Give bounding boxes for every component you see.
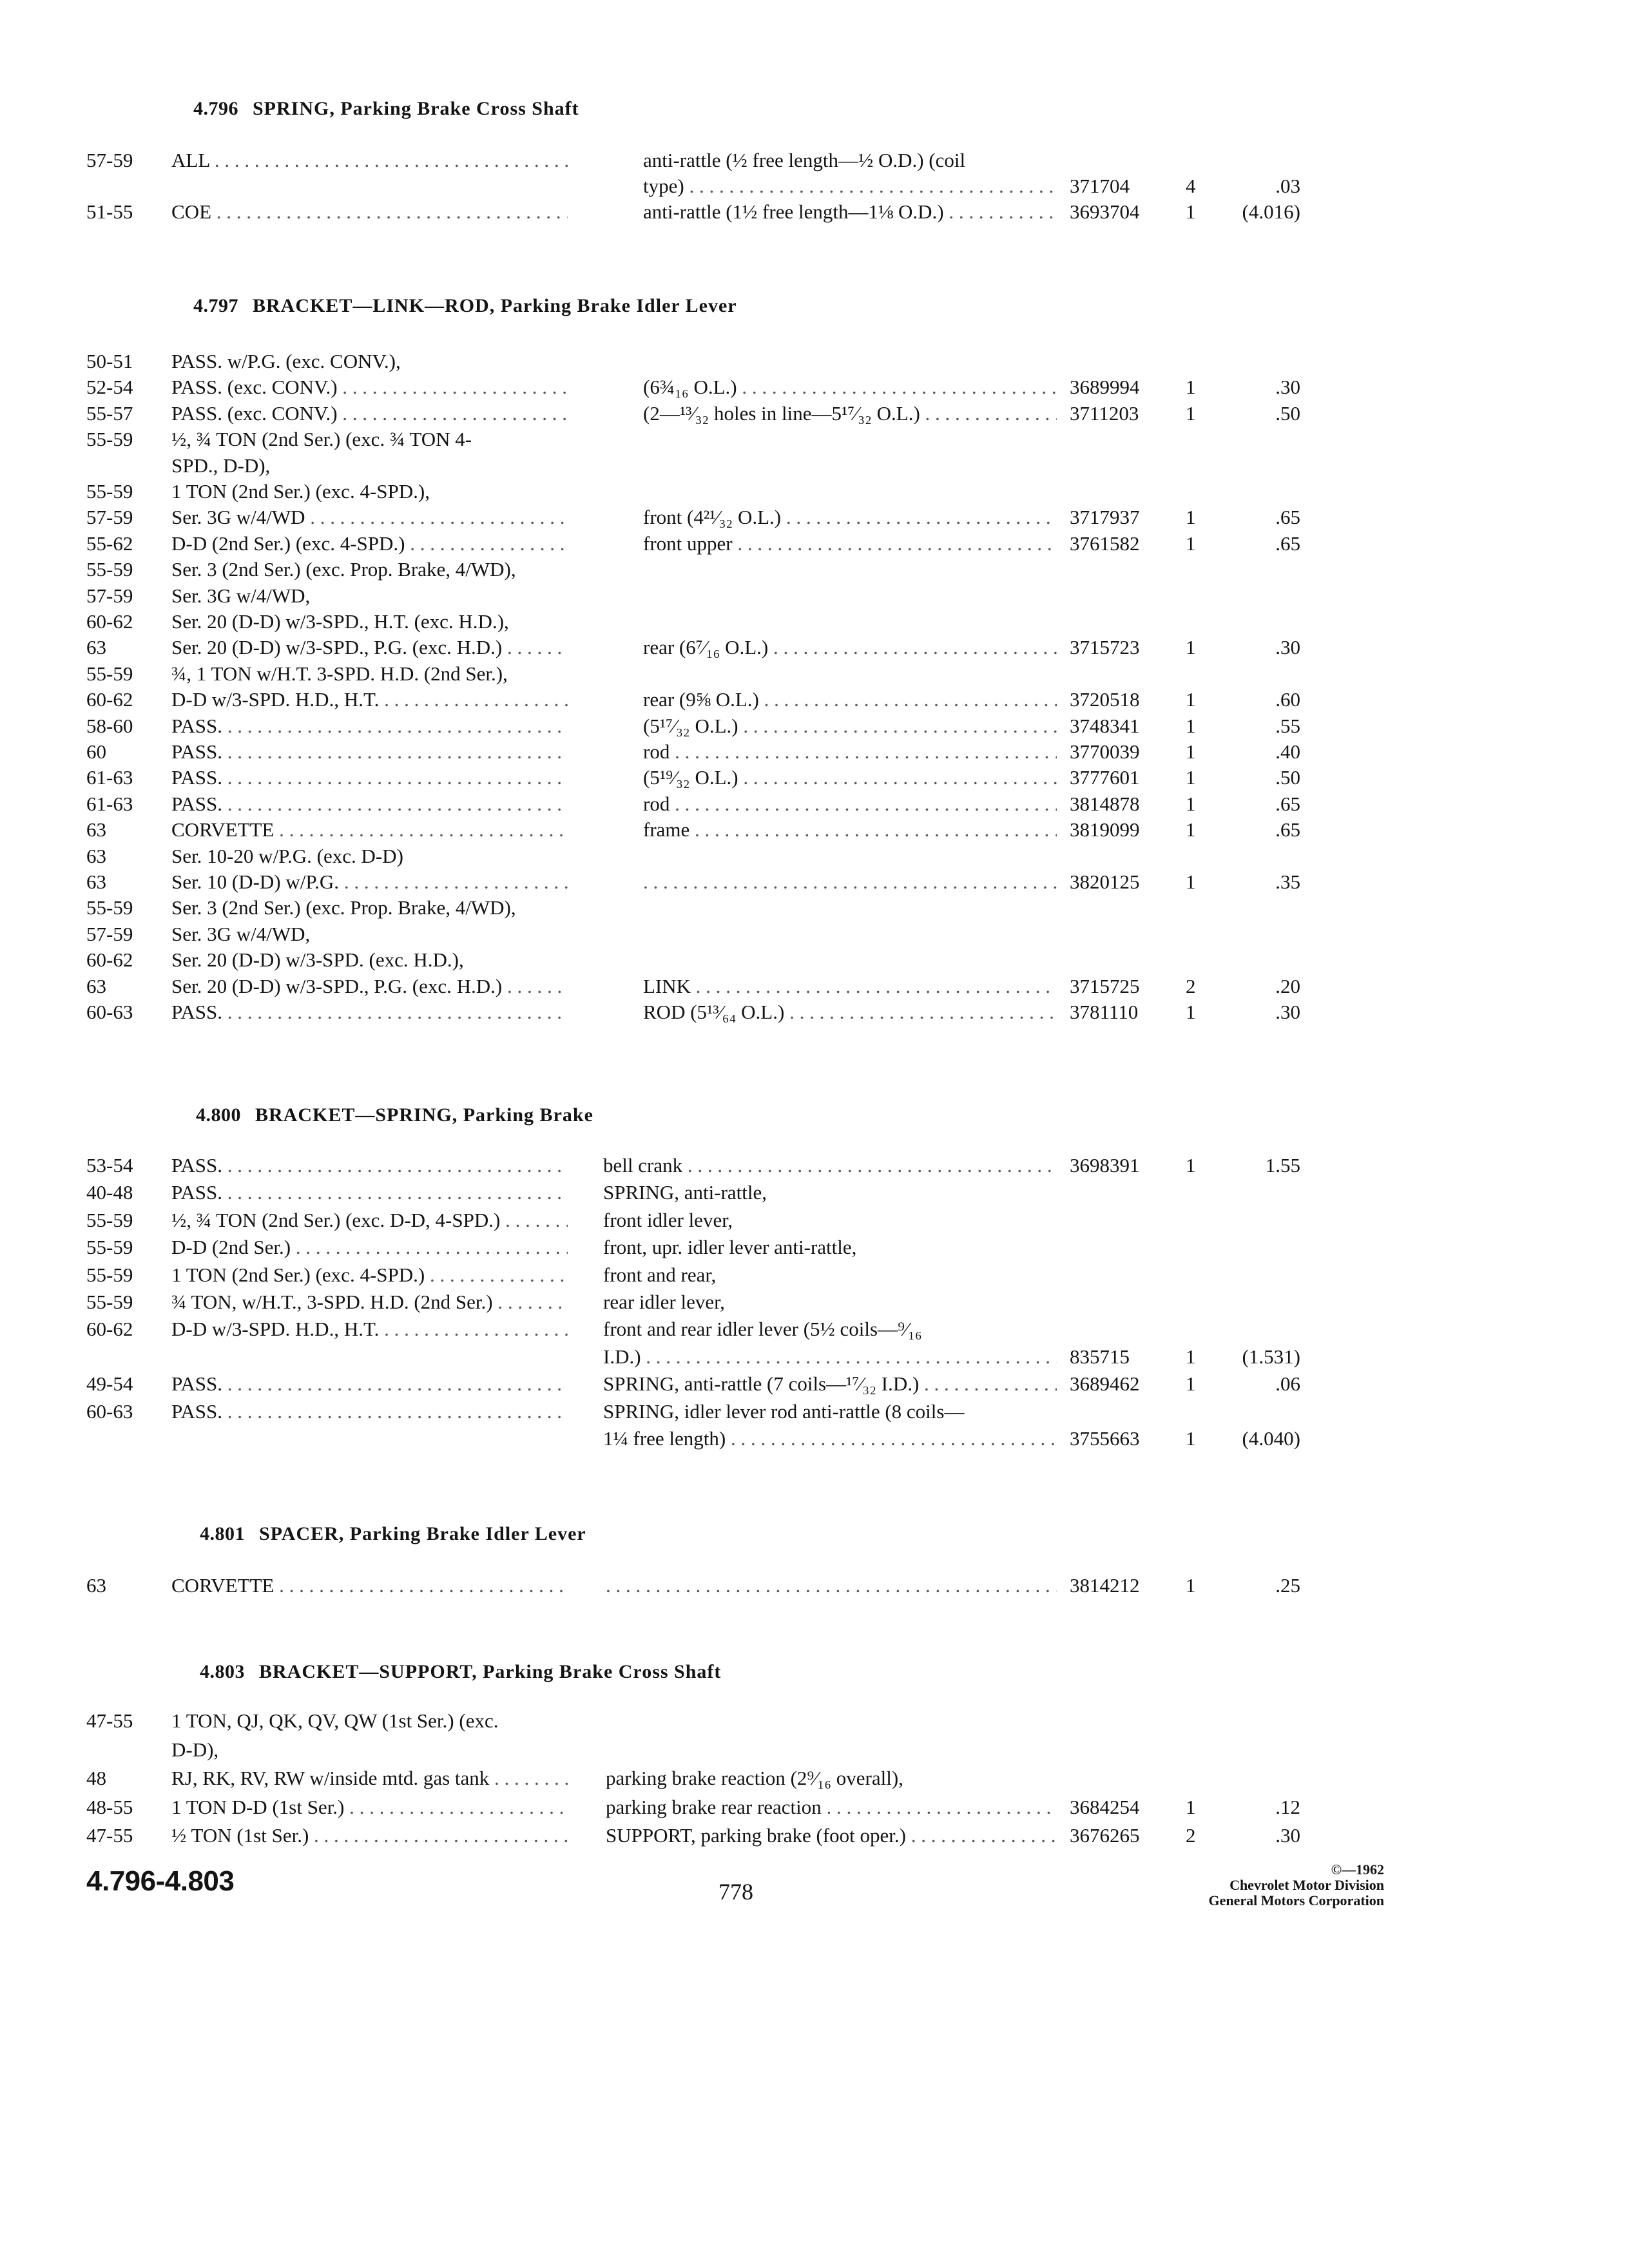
price: .50 bbox=[1275, 401, 1300, 425]
price: .03 bbox=[1275, 175, 1300, 197]
section-code: 4.797 bbox=[193, 295, 238, 316]
table-row bbox=[0, 556, 1629, 583]
section-code: 4.796 bbox=[193, 98, 238, 119]
model-description: PASS. . . . bbox=[171, 791, 568, 818]
part-description: SUPPORT, parking brake (foot oper.) . . . bbox=[606, 1822, 1057, 1849]
model-description: D-D w/3-SPD. H.D., H.T. . . . bbox=[171, 1316, 568, 1343]
year-range: 55-59 bbox=[86, 558, 133, 581]
price: .06 bbox=[1275, 1372, 1300, 1396]
table-row bbox=[0, 1207, 1629, 1234]
table-row bbox=[0, 999, 1629, 1026]
model-description: Ser. 20 (D-D) w/3-SPD., P.G. (exc. H.D.) . . . bbox=[171, 973, 568, 1000]
table-row bbox=[0, 1822, 1629, 1849]
table-row bbox=[0, 1707, 1629, 1735]
year-range: 55-59 bbox=[86, 428, 133, 451]
model-description: 1 TON, QJ, QK, QV, QW (1st Ser.) (exc. bbox=[171, 1709, 499, 1732]
table-row bbox=[0, 400, 1629, 427]
price: .30 bbox=[1275, 1001, 1300, 1023]
table-row bbox=[0, 1398, 1629, 1425]
year-range: 47-55 bbox=[86, 1824, 133, 1847]
price: .25 bbox=[1275, 1574, 1300, 1597]
model-description: PASS. . . . bbox=[171, 738, 568, 765]
part-description: (5¹⁹⁄₃₂ O.L.) . . . bbox=[643, 764, 1057, 791]
quantity: 1 bbox=[1186, 1372, 1196, 1396]
price: .30 bbox=[1275, 636, 1300, 659]
quantity: 1 bbox=[1186, 506, 1196, 529]
table-row bbox=[0, 478, 1629, 505]
table-row bbox=[0, 1736, 1629, 1763]
part-number: 3684254 bbox=[1070, 1795, 1140, 1818]
price: .40 bbox=[1275, 740, 1300, 763]
table-row bbox=[0, 764, 1629, 791]
part-number: 3698391 bbox=[1070, 1154, 1140, 1177]
table-row bbox=[0, 374, 1629, 401]
model-description: ½, ¾ TON (2nd Ser.) (exc. D-D, 4-SPD.) . . . bbox=[171, 1207, 568, 1234]
division-name: Chevrolet Motor Division bbox=[1229, 1877, 1384, 1893]
section-code: 4.803 bbox=[200, 1661, 245, 1682]
part-description: anti-rattle (1½ free length—1⅛ O.D.) . . . bbox=[643, 198, 1057, 226]
section-name: SPRING, Parking Brake Cross Shaft bbox=[253, 98, 579, 119]
year-range: 63 bbox=[86, 636, 106, 659]
table-row bbox=[0, 1343, 1629, 1370]
section-title-4-797 bbox=[193, 295, 737, 317]
model-description: ½ TON (1st Ser.) . . . bbox=[171, 1822, 568, 1849]
table-row bbox=[0, 1572, 1629, 1599]
year-range: 50-51 bbox=[86, 350, 133, 372]
year-range: 48 bbox=[86, 1767, 106, 1789]
year-range: 60-62 bbox=[86, 688, 133, 711]
table-row bbox=[0, 1794, 1629, 1821]
section-title-4-801 bbox=[200, 1523, 586, 1545]
model-description: SPD., D-D), bbox=[171, 454, 271, 477]
section-name: BRACKET—SUPPORT, Parking Brake Cross Shaft bbox=[259, 1661, 722, 1682]
part-description: 1¼ free length) . . . bbox=[603, 1425, 1057, 1452]
model-description: Ser. 20 (D-D) w/3-SPD., P.G. (exc. H.D.) . . . bbox=[171, 634, 568, 661]
year-range: 53-54 bbox=[86, 1154, 133, 1177]
footer-range: 4.796-4.803 bbox=[86, 1865, 235, 1897]
model-description: D-D w/3-SPD. H.D., H.T. . . . bbox=[171, 686, 568, 713]
price: .60 bbox=[1275, 688, 1300, 711]
model-description: PASS. w/P.G. (exc. CONV.), bbox=[171, 350, 401, 372]
part-number: 3711203 bbox=[1070, 401, 1139, 425]
model-description: RJ, RK, RV, RW w/inside mtd. gas tank . . . bbox=[171, 1765, 568, 1792]
model-description: Ser. 10 (D-D) w/P.G. . . . bbox=[171, 869, 568, 896]
section-name: BRACKET—SPRING, Parking Brake bbox=[255, 1104, 593, 1126]
part-number: 3689994 bbox=[1070, 376, 1140, 399]
part-description: front (4²¹⁄₃₂ O.L.) . . . bbox=[643, 504, 1057, 531]
price: .20 bbox=[1275, 974, 1300, 997]
part-description: rod . . . bbox=[643, 738, 1057, 765]
part-description: (5¹⁷⁄₃₂ O.L.) . . . bbox=[643, 713, 1057, 740]
section-title-4-803 bbox=[200, 1661, 721, 1683]
part-number: 3720518 bbox=[1070, 688, 1140, 711]
part-number: 371704 bbox=[1070, 175, 1130, 197]
year-range: 63 bbox=[86, 818, 106, 841]
table-row bbox=[0, 147, 1629, 174]
model-description: PASS. (exc. CONV.) . . . bbox=[171, 400, 568, 427]
part-description: front upper . . . bbox=[643, 530, 1057, 557]
price: 1.55 bbox=[1265, 1154, 1300, 1177]
year-range: 49-54 bbox=[86, 1372, 133, 1396]
year-range: 63 bbox=[86, 844, 106, 867]
part-description: type) . . . bbox=[643, 173, 1057, 200]
price: .65 bbox=[1275, 818, 1300, 841]
part-description: I.D.) . . . bbox=[603, 1343, 1057, 1370]
quantity: 4 bbox=[1186, 175, 1196, 197]
price: .65 bbox=[1275, 792, 1300, 815]
year-range: 57-59 bbox=[86, 922, 133, 945]
year-range: 55-59 bbox=[86, 1236, 133, 1259]
year-range: 60-63 bbox=[86, 1399, 133, 1423]
table-row bbox=[0, 1234, 1629, 1261]
year-range: 61-63 bbox=[86, 766, 133, 789]
price: (4.016) bbox=[1242, 200, 1300, 223]
model-description: ¾, 1 TON w/H.T. 3-SPD. H.D. (2nd Ser.), bbox=[171, 662, 508, 685]
quantity: 1 bbox=[1186, 740, 1196, 763]
table-row bbox=[0, 686, 1629, 713]
part-description: SPRING, anti-rattle (7 coils—¹⁷⁄₃₂ I.D.) . . . bbox=[603, 1370, 1057, 1398]
table-row bbox=[0, 973, 1629, 1000]
part-number: 3777601 bbox=[1070, 766, 1140, 789]
model-description: Ser. 20 (D-D) w/3-SPD., H.T. (exc. H.D.), bbox=[171, 610, 509, 633]
quantity: 1 bbox=[1186, 688, 1196, 711]
section-name: BRACKET—LINK—ROD, Parking Brake Idler Lever bbox=[253, 295, 737, 316]
table-row bbox=[0, 504, 1629, 531]
year-range: 57-59 bbox=[86, 149, 133, 171]
model-description: PASS. . . . bbox=[171, 1398, 568, 1425]
table-row bbox=[0, 843, 1629, 870]
part-description: front and rear idler lever (5½ coils—⁹⁄₁₆ bbox=[603, 1318, 922, 1341]
corporation-name: General Motors Corporation bbox=[1208, 1892, 1384, 1908]
part-number: 3755663 bbox=[1070, 1427, 1140, 1450]
part-description: SPRING, idler lever rod anti-rattle (8 coils— bbox=[603, 1399, 965, 1423]
model-description: PASS. . . . bbox=[171, 1179, 568, 1206]
part-description: rear idler lever, bbox=[603, 1291, 725, 1313]
part-number: 3770039 bbox=[1070, 740, 1140, 763]
year-range: 40-48 bbox=[86, 1181, 133, 1204]
part-description: rear (9⅝ O.L.) . . . bbox=[643, 686, 1057, 713]
quantity: 1 bbox=[1186, 532, 1196, 555]
model-description: 1 TON (2nd Ser.) (exc. 4-SPD.), bbox=[171, 480, 430, 503]
year-range: 58-60 bbox=[86, 714, 133, 737]
quantity: 1 bbox=[1186, 792, 1196, 815]
model-description: CORVETTE . . . bbox=[171, 816, 568, 843]
part-description: LINK . . . bbox=[643, 973, 1057, 1000]
model-description: Ser. 10-20 w/P.G. (exc. D-D) bbox=[171, 844, 403, 867]
year-range: 51-55 bbox=[86, 200, 133, 223]
year-range: 55-59 bbox=[86, 480, 133, 503]
quantity: 1 bbox=[1186, 766, 1196, 789]
table-row bbox=[0, 713, 1629, 740]
part-number: 3717937 bbox=[1070, 506, 1140, 529]
table-row bbox=[0, 738, 1629, 765]
price: .65 bbox=[1275, 532, 1300, 555]
section-code: 4.801 bbox=[200, 1523, 245, 1544]
model-description: PASS. . . . bbox=[171, 1152, 568, 1179]
model-description: Ser. 3 (2nd Ser.) (exc. Prop. Brake, 4/WD), bbox=[171, 558, 516, 581]
section-title-4-800 bbox=[196, 1104, 593, 1126]
table-row bbox=[0, 173, 1629, 200]
part-number: 3693704 bbox=[1070, 200, 1140, 223]
year-range: 55-59 bbox=[86, 662, 133, 685]
model-description: ¾ TON, w/H.T., 3-SPD. H.D. (2nd Ser.) . . . bbox=[171, 1289, 568, 1316]
table-row bbox=[0, 1152, 1629, 1179]
quantity: 1 bbox=[1186, 1154, 1196, 1177]
part-number: 3715725 bbox=[1070, 974, 1140, 997]
price: .55 bbox=[1275, 714, 1300, 737]
quantity: 1 bbox=[1186, 636, 1196, 659]
quantity: 1 bbox=[1186, 401, 1196, 425]
table-row bbox=[0, 1425, 1629, 1452]
table-row bbox=[0, 198, 1629, 226]
table-row bbox=[0, 816, 1629, 843]
price: .50 bbox=[1275, 766, 1300, 789]
price: .30 bbox=[1275, 1824, 1300, 1847]
model-description: PASS. . . . bbox=[171, 999, 568, 1026]
table-row bbox=[0, 791, 1629, 818]
part-description: parking brake rear reaction . . . bbox=[606, 1794, 1057, 1821]
table-row bbox=[0, 1370, 1629, 1398]
quantity: 1 bbox=[1186, 200, 1196, 223]
part-description bbox=[643, 869, 1057, 896]
table-row bbox=[0, 1289, 1629, 1316]
part-description: bell crank . . . bbox=[603, 1152, 1057, 1179]
model-description: Ser. 3G w/4/WD, bbox=[171, 584, 311, 607]
part-number: 3715723 bbox=[1070, 636, 1140, 659]
year-range: 60 bbox=[86, 740, 106, 763]
table-row bbox=[0, 582, 1629, 610]
part-description: frame . . . bbox=[643, 816, 1057, 843]
price: .30 bbox=[1275, 376, 1300, 399]
part-number: 3761582 bbox=[1070, 532, 1140, 555]
year-range: 55-59 bbox=[86, 1263, 133, 1286]
year-range: 63 bbox=[86, 870, 106, 893]
model-description: Ser. 3G w/4/WD . . . bbox=[171, 504, 568, 531]
part-number: 3748341 bbox=[1070, 714, 1140, 737]
model-description: ½, ¾ TON (2nd Ser.) (exc. ¾ TON 4- bbox=[171, 428, 472, 451]
table-row bbox=[0, 947, 1629, 974]
part-description: rod . . . bbox=[643, 791, 1057, 818]
table-row bbox=[0, 1262, 1629, 1289]
model-description: 1 TON D-D (1st Ser.) . . . bbox=[171, 1794, 568, 1821]
quantity: 1 bbox=[1186, 1427, 1196, 1450]
part-description: SPRING, anti-rattle, bbox=[603, 1181, 767, 1204]
table-row bbox=[0, 452, 1629, 479]
year-range: 55-59 bbox=[86, 1208, 133, 1231]
year-range: 60-62 bbox=[86, 948, 133, 972]
year-range: 63 bbox=[86, 1574, 106, 1597]
quantity: 2 bbox=[1186, 974, 1196, 997]
part-description: (6¾₁₆ O.L.) . . . bbox=[643, 374, 1057, 401]
price: (1.531) bbox=[1242, 1345, 1300, 1368]
price: (4.040) bbox=[1242, 1427, 1300, 1450]
table-row bbox=[0, 426, 1629, 453]
part-description bbox=[606, 1572, 1057, 1599]
quantity: 1 bbox=[1186, 818, 1196, 841]
year-range: 60-62 bbox=[86, 1318, 133, 1341]
year-range: 48-55 bbox=[86, 1795, 133, 1818]
part-number: 3814212 bbox=[1070, 1574, 1140, 1597]
part-number: 3781110 bbox=[1070, 1001, 1139, 1023]
quantity: 1 bbox=[1186, 1795, 1196, 1818]
model-description: CORVETTE . . . bbox=[171, 1572, 568, 1599]
year-range: 63 bbox=[86, 974, 106, 997]
quantity: 1 bbox=[1186, 1001, 1196, 1023]
quantity: 1 bbox=[1186, 1574, 1196, 1597]
part-number: 835715 bbox=[1070, 1345, 1130, 1368]
model-description: D-D), bbox=[171, 1738, 219, 1761]
table-row bbox=[0, 348, 1629, 375]
quantity: 1 bbox=[1186, 376, 1196, 399]
year-range: 60-63 bbox=[86, 1001, 133, 1023]
year-range: 55-57 bbox=[86, 401, 133, 425]
model-description: D-D (2nd Ser.) . . . bbox=[171, 1234, 568, 1261]
model-description: Ser. 3 (2nd Ser.) (exc. Prop. Brake, 4/WD), bbox=[171, 896, 516, 919]
table-row bbox=[0, 921, 1629, 948]
part-description: rear (6⁷⁄₁₆ O.L.) . . . bbox=[643, 634, 1057, 661]
section-title-4-796 bbox=[193, 98, 579, 120]
part-description: ROD (5¹³⁄₆₄ O.L.) . . . bbox=[643, 999, 1057, 1026]
table-row bbox=[0, 660, 1629, 687]
part-description: front and rear, bbox=[603, 1263, 717, 1286]
quantity: 1 bbox=[1186, 870, 1196, 893]
model-description: PASS. . . . bbox=[171, 1370, 568, 1398]
year-range: 61-63 bbox=[86, 792, 133, 815]
copyright-year: ©—1962 bbox=[1331, 1861, 1384, 1878]
year-range: 55-62 bbox=[86, 532, 133, 555]
model-description: ALL . . . bbox=[171, 147, 568, 174]
model-description: Ser. 20 (D-D) w/3-SPD. (exc. H.D.), bbox=[171, 948, 464, 972]
part-description: front idler lever, bbox=[603, 1208, 733, 1231]
year-range: 57-59 bbox=[86, 506, 133, 529]
model-description: 1 TON (2nd Ser.) (exc. 4-SPD.) . . . bbox=[171, 1262, 568, 1289]
table-row bbox=[0, 1179, 1629, 1206]
table-row bbox=[0, 634, 1629, 661]
footer-copyright-block bbox=[1108, 1862, 1384, 1908]
year-range: 55-59 bbox=[86, 896, 133, 919]
price: .12 bbox=[1275, 1795, 1300, 1818]
table-row bbox=[0, 894, 1629, 921]
section-code: 4.800 bbox=[196, 1104, 241, 1126]
part-number: 3814878 bbox=[1070, 792, 1140, 815]
year-range: 57-59 bbox=[86, 584, 133, 607]
table-row bbox=[0, 1765, 1629, 1792]
price: .65 bbox=[1275, 506, 1300, 529]
part-number: 3676265 bbox=[1070, 1824, 1140, 1847]
part-number: 3689462 bbox=[1070, 1372, 1140, 1396]
model-description: PASS. . . . bbox=[171, 764, 568, 791]
quantity: 2 bbox=[1186, 1824, 1196, 1847]
table-row bbox=[0, 608, 1629, 635]
table-row bbox=[0, 1316, 1629, 1343]
page-number: 778 bbox=[718, 1879, 753, 1905]
model-description: Ser. 3G w/4/WD, bbox=[171, 922, 311, 945]
model-description: PASS. (exc. CONV.) . . . bbox=[171, 374, 568, 401]
price: .35 bbox=[1275, 870, 1300, 893]
year-range: 55-59 bbox=[86, 1291, 133, 1313]
part-description: front, upr. idler lever anti-rattle, bbox=[603, 1236, 857, 1259]
year-range: 60-62 bbox=[86, 610, 133, 633]
year-range: 47-55 bbox=[86, 1709, 133, 1732]
table-row bbox=[0, 530, 1629, 557]
part-number: 3819099 bbox=[1070, 818, 1140, 841]
part-description: parking brake reaction (2⁹⁄₁₆ overall), bbox=[606, 1767, 903, 1789]
table-row bbox=[0, 869, 1629, 896]
year-range: 52-54 bbox=[86, 376, 133, 399]
model-description: PASS. . . . bbox=[171, 713, 568, 740]
model-description: D-D (2nd Ser.) (exc. 4-SPD.) . . . bbox=[171, 530, 568, 557]
part-number: 3820125 bbox=[1070, 870, 1140, 893]
part-description: (2—¹³⁄₃₂ holes in line—5¹⁷⁄₃₂ O.L.) . . . bbox=[643, 400, 1057, 427]
part-description: anti-rattle (½ free length—½ O.D.) (coil bbox=[643, 149, 966, 171]
section-name: SPACER, Parking Brake Idler Lever bbox=[259, 1523, 586, 1544]
quantity: 1 bbox=[1186, 714, 1196, 737]
quantity: 1 bbox=[1186, 1345, 1196, 1368]
model-description: COE . . . bbox=[171, 198, 568, 226]
